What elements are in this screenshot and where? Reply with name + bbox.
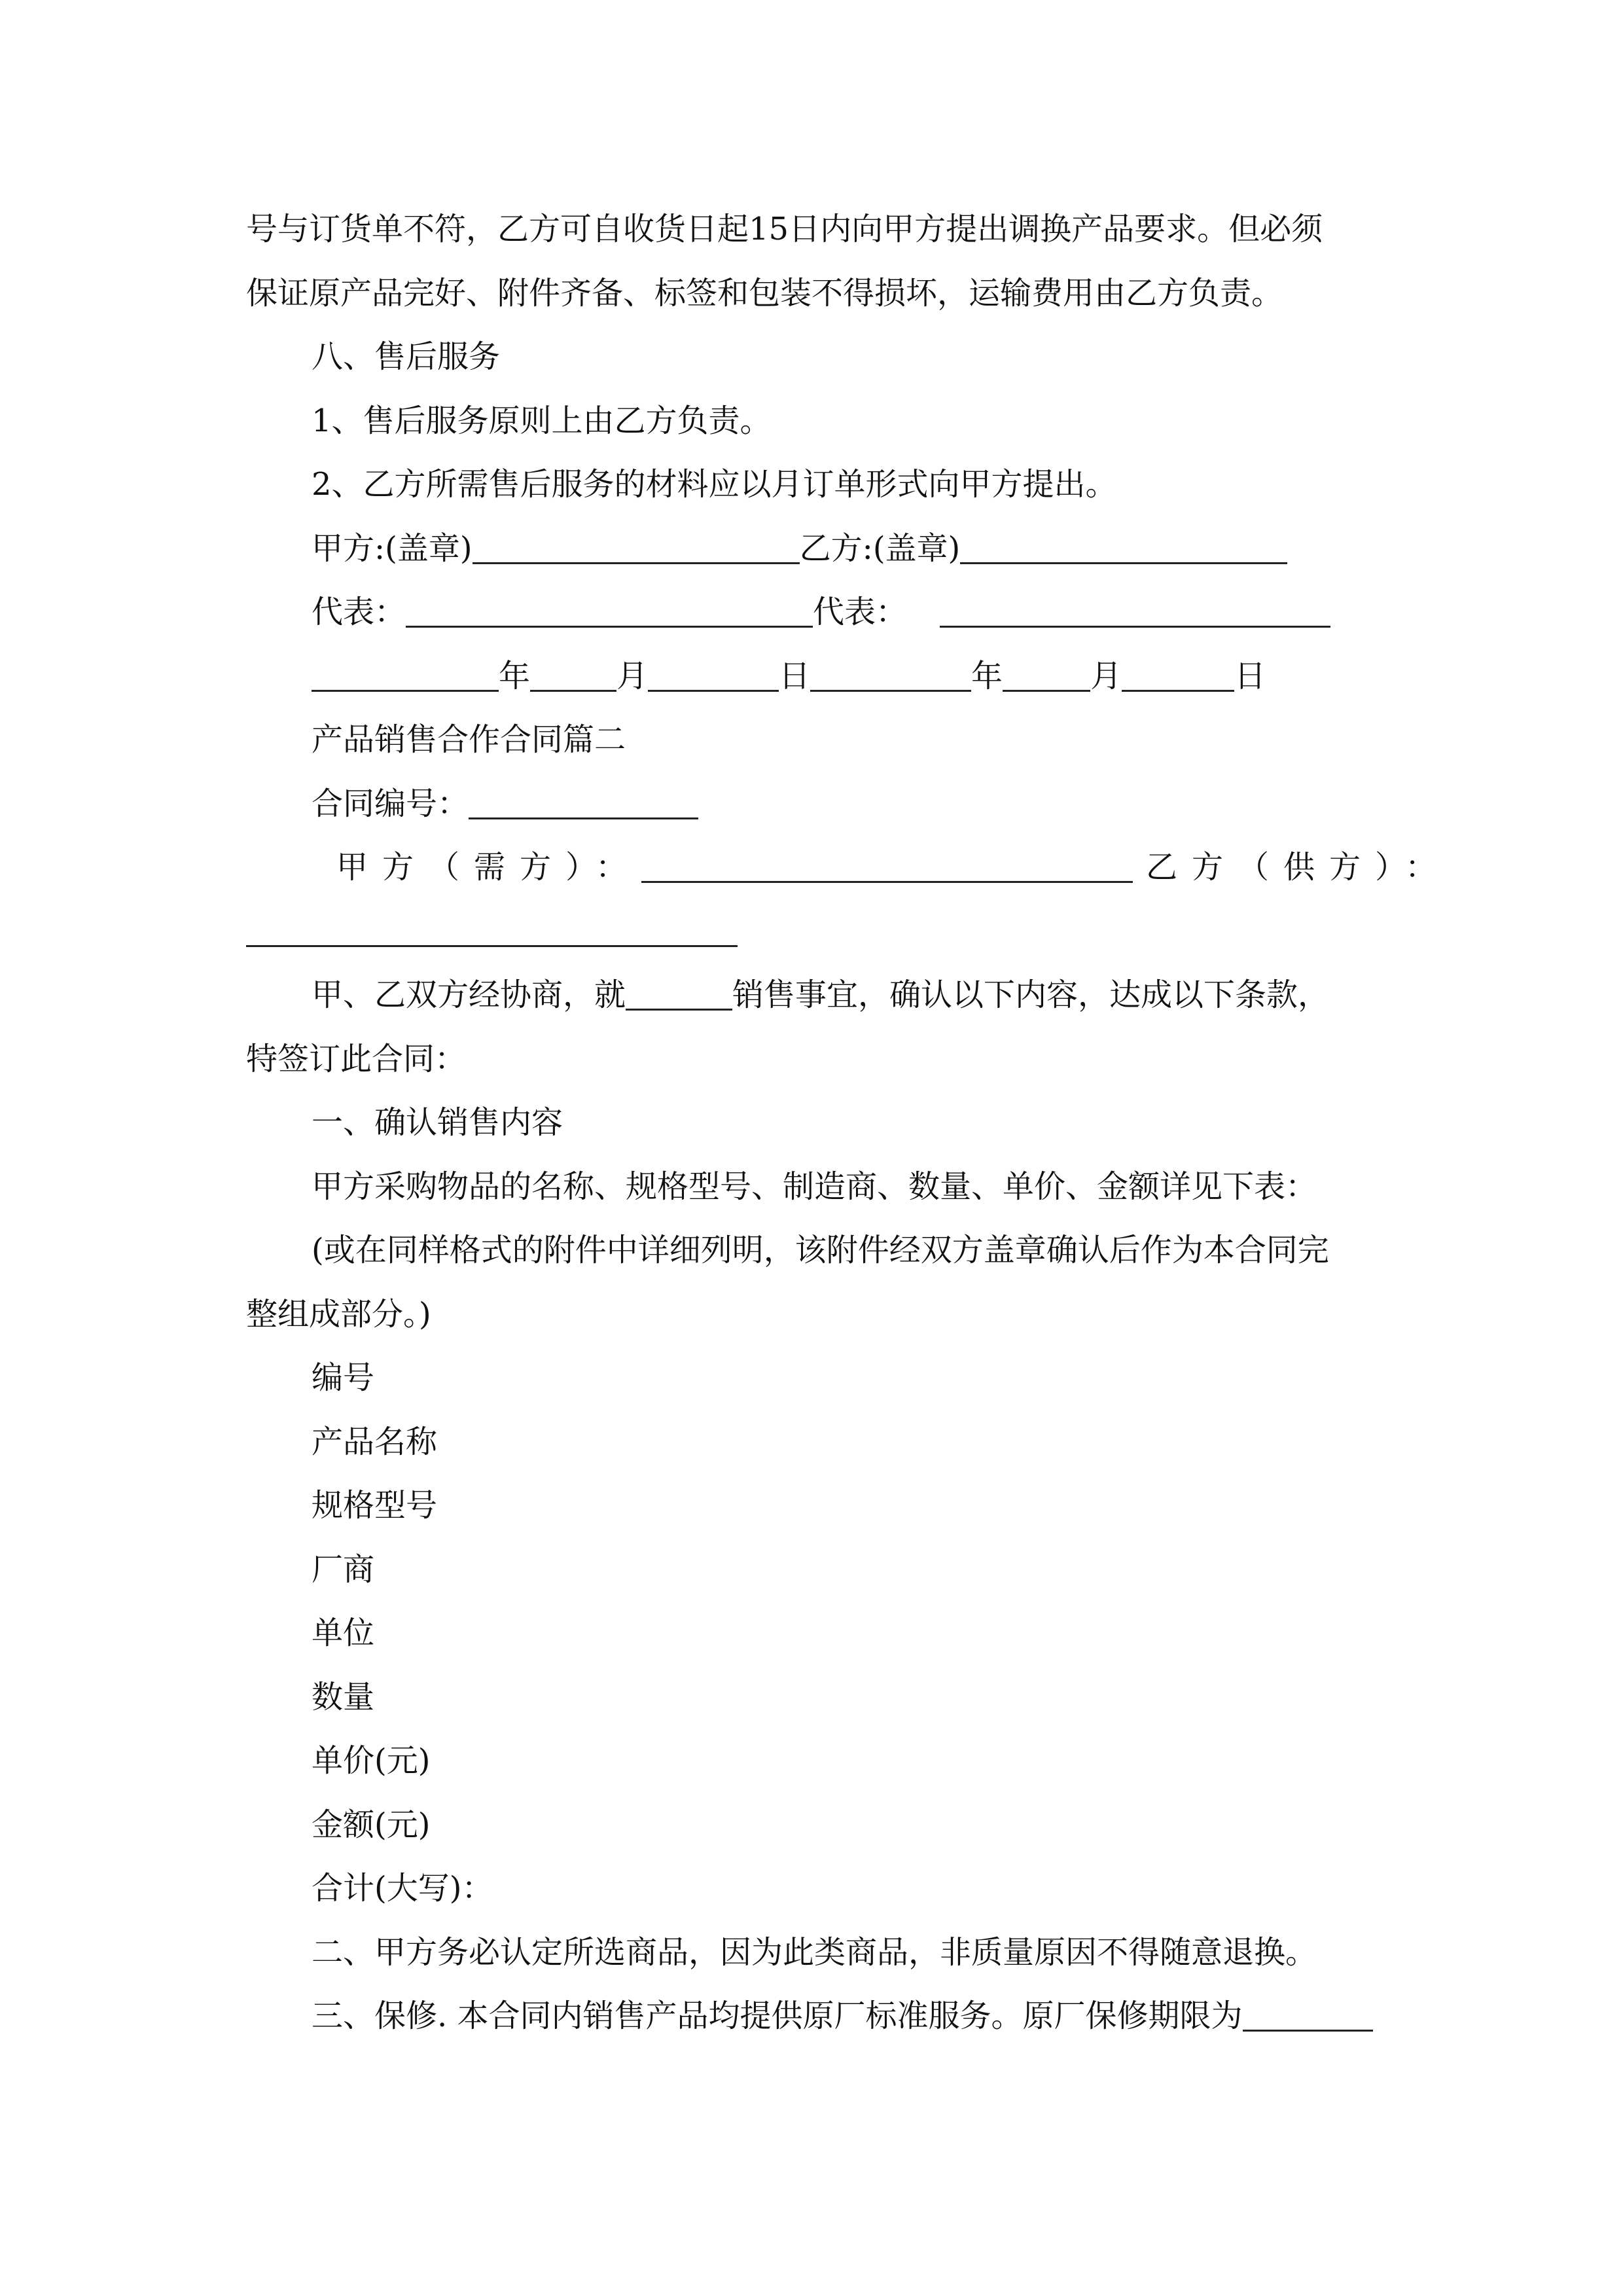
blank (1122, 651, 1234, 692)
seal-line (246, 517, 1378, 581)
contract-document (246, 198, 1452, 2049)
party-b-blank-line (246, 900, 1378, 964)
party-a-seal-label: 甲方:(盖章) (312, 529, 473, 567)
year-label: 年 (971, 657, 1003, 694)
rep-b-label: 代表： (813, 594, 908, 630)
contract-number-label: 合同编号： (312, 785, 469, 822)
blank (648, 651, 779, 692)
blank (810, 651, 971, 692)
day-label: 日 (779, 657, 811, 694)
table-field: 厂商 (312, 1551, 375, 1588)
party-a-seal-blank (473, 523, 800, 564)
table-field: 规格型号 (312, 1487, 438, 1524)
parties-line (246, 836, 1452, 900)
contract-number-blank (469, 778, 698, 819)
table-field: 合计(大写)： (312, 1870, 493, 1907)
blank (312, 651, 499, 692)
blank (530, 651, 616, 692)
party-a-buyer-label: 甲方（需方）： (336, 849, 642, 886)
part-title: 产品销售合作合同篇二 (312, 721, 626, 758)
paragraph: 整组成部分。) (246, 1295, 431, 1333)
product-blank (626, 969, 732, 1011)
paragraph: 特签订此合同： (246, 1040, 467, 1077)
blank (1003, 651, 1090, 692)
paragraph: 2、乙方所需售后服务的材料应以月订单形式向甲方提出。 (312, 466, 1117, 503)
text: 甲、乙双方经协商，就 (312, 977, 626, 1013)
section-heading: 一、确认销售内容 (312, 1104, 563, 1141)
table-field: 产品名称 (312, 1423, 438, 1460)
party-a-blank (641, 842, 1133, 883)
month-label: 月 (1090, 657, 1122, 694)
party-b-seal-label: 乙方:(盖章) (799, 529, 961, 567)
table-field: 编号 (312, 1359, 375, 1396)
section-heading: 八、售后服务 (312, 338, 501, 375)
contract-number-line (246, 772, 1378, 836)
table-field: 金额(元) (312, 1806, 431, 1843)
paragraph: (或在同样格式的附件中详细列明，该附件经双方盖章确认后作为本合同完 (312, 1232, 1329, 1268)
text: 三、保修. 本合同内销售产品均提供原厂标准服务。原厂保修期限为 (312, 1998, 1243, 2034)
day-label: 日 (1234, 657, 1266, 694)
paragraph (246, 1984, 1378, 2049)
text: 销售事宜，确认以下内容，达成以下条款， (732, 977, 1330, 1013)
paragraph: 甲方采购物品的名称、规格型号、制造商、数量、单价、金额详见下表： (312, 1168, 1317, 1205)
date-line (246, 645, 1378, 709)
party-b-blank (246, 906, 738, 947)
paragraph: 1、售后服务原则上由乙方负责。 (312, 402, 772, 439)
table-field: 单价(元) (312, 1742, 431, 1779)
table-field: 数量 (312, 1678, 375, 1715)
year-label: 年 (499, 657, 531, 694)
table-field: 单位 (312, 1615, 375, 1651)
party-b-seal-blank (960, 523, 1287, 564)
paragraph: 号与订货单不符，乙方可自收货日起15日内向甲方提出调换产品要求。但必须 (246, 211, 1323, 247)
paragraph: 二、甲方务必认定所选商品，因为此类商品，非质量原因不得随意退换。 (312, 1933, 1317, 1971)
rep-b-blank (940, 586, 1330, 628)
warranty-blank (1243, 1990, 1373, 2032)
month-label: 月 (616, 657, 649, 694)
paragraph (246, 963, 1378, 1028)
rep-a-label: 代表： (312, 594, 406, 630)
representative-line (246, 581, 1378, 645)
party-b-supplier-label: 乙方（供方）： (1146, 849, 1452, 886)
rep-a-blank (406, 586, 813, 628)
paragraph: 保证原产品完好、附件齐备、标签和包装不得损坏，运输费用由乙方负责。 (246, 274, 1283, 312)
